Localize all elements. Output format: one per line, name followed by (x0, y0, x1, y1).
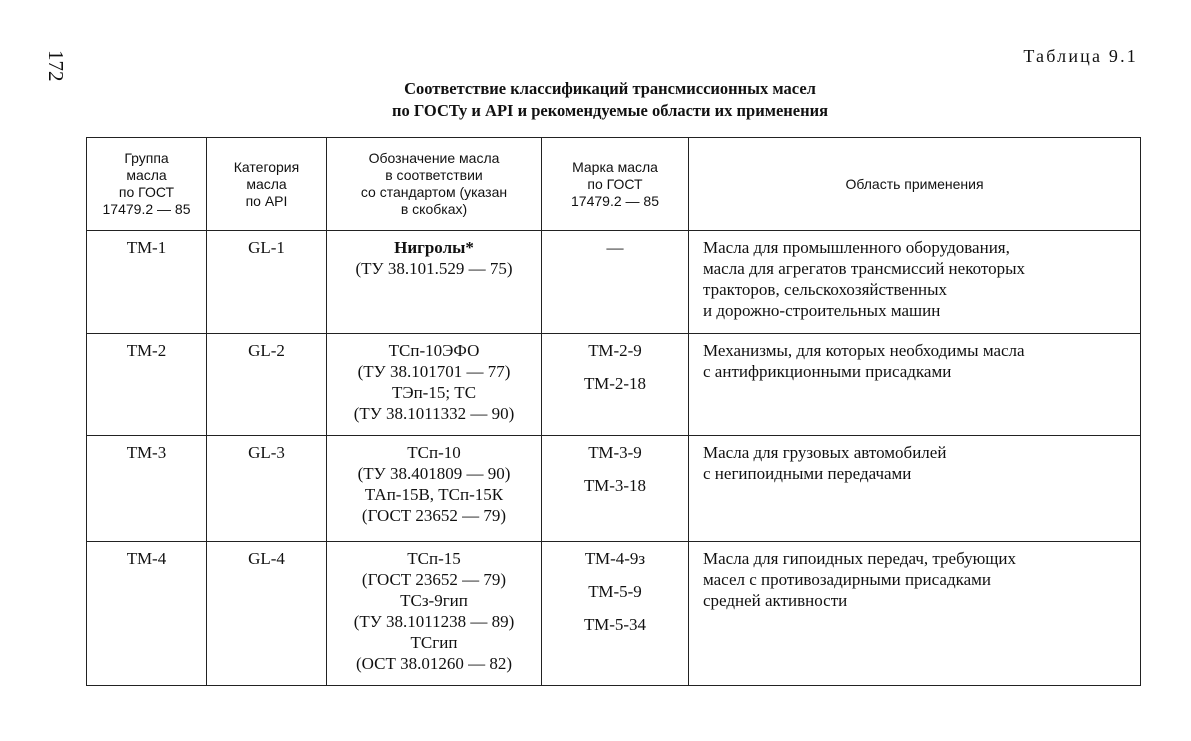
cell-text: с антифрикционными присадками (703, 362, 952, 381)
cell-area (689, 436, 1141, 542)
cell-text: ТСз-9гип (400, 591, 468, 610)
cell-group (87, 436, 207, 542)
cell-text: ТАп-15В, ТСп-15К (364, 485, 504, 504)
cell-text: — (606, 238, 624, 257)
cell-text: ТСп-10ЭФО (388, 341, 480, 360)
cell-text: (ГОСТ 23652 — 79) (361, 506, 507, 525)
cell-text: (ОСТ 38.01260 — 82) (355, 654, 513, 673)
cell-text: Механизмы, для которых необходимы масла (703, 341, 1025, 360)
cell-text: GL-4 (248, 549, 285, 568)
table-row (87, 542, 1141, 686)
header-designation-line: в соответствии (385, 167, 483, 183)
header-category-line: масла (246, 175, 287, 192)
header-category (207, 138, 327, 231)
cell-designation (327, 436, 542, 542)
cell-text: с негипоидными передачами (703, 464, 912, 483)
header-brand (542, 138, 689, 231)
cell-text: (ГОСТ 23652 — 79) (361, 570, 507, 589)
table-row (87, 436, 1141, 542)
cell-text: ТМ-3-9 (588, 443, 642, 462)
cell-area (689, 231, 1141, 334)
header-area-line: Область применения (845, 175, 984, 192)
table-title-line-2: по ГОСТу и API и рекомендуемые области их применения (391, 101, 829, 120)
cell-area (689, 542, 1141, 686)
cell-text: (ТУ 38.101.529 — 75) (355, 259, 513, 278)
cell-text: ТМ-2-9 (588, 341, 642, 360)
cell-category (207, 436, 327, 542)
cell-group (87, 542, 207, 686)
header-brand-line: Марка масла (572, 158, 658, 175)
header-group-line: 17479.2 — 85 (102, 201, 191, 217)
cell-text: масла для агрегатов трансмиссий некоторых (703, 259, 1025, 278)
cell-text: (ТУ 38.101701 — 77) (357, 362, 511, 381)
header-category-line: Категория (233, 158, 300, 175)
header-designation-line: в скобках) (400, 201, 468, 217)
cell-text: ТМ-2 (126, 341, 167, 360)
cell-text: ТСп-15 (407, 549, 461, 568)
spacer (542, 463, 688, 475)
table-row (87, 231, 1141, 334)
cell-text: ТМ-3-18 (583, 476, 647, 495)
cell-text: ТСп-10 (407, 443, 461, 462)
oil-classification-table (86, 137, 1141, 686)
cell-category (207, 334, 327, 436)
cell-text: ТМ-2-18 (583, 374, 647, 393)
table-title-line-1: Соответствие классификаций трансмиссионных масел (404, 79, 816, 98)
header-category-line: по API (245, 192, 288, 209)
cell-category (207, 542, 327, 686)
cell-designation (327, 334, 542, 436)
table-label: Таблица 9.1 (1023, 46, 1138, 66)
cell-text: Масла для гипоидных передач, требующих (703, 549, 1016, 568)
cell-text: ТМ-4 (126, 549, 167, 568)
cell-text: ТСгип (410, 633, 458, 652)
spacer (542, 361, 688, 373)
header-brand-line: по ГОСТ (587, 175, 643, 192)
header-area (689, 138, 1141, 231)
cell-designation (327, 542, 542, 686)
cell-text: Масла для грузовых автомобилей (703, 443, 947, 462)
cell-text: масел с противозадирными присадками (703, 570, 992, 589)
cell-text: и дорожно-строительных машин (703, 301, 941, 320)
cell-text: (ТУ 38.1011238 — 89) (353, 612, 515, 631)
cell-brand (542, 231, 689, 334)
header-group-line: по ГОСТ (118, 184, 175, 200)
table-header-row (87, 138, 1141, 231)
header-designation-line: со стандартом (указан (360, 184, 508, 200)
cell-text: ТМ-5-34 (583, 615, 647, 634)
cell-text: (ТУ 38.1011332 — 90) (353, 404, 515, 423)
cell-group (87, 334, 207, 436)
spacer (542, 569, 688, 581)
cell-category (207, 231, 327, 334)
cell-text: Нигролы* (394, 238, 474, 257)
spacer (542, 602, 688, 614)
cell-text: Масла для промышленного оборудования, (703, 238, 1010, 257)
cell-brand (542, 542, 689, 686)
table-title (200, 78, 1020, 122)
cell-text: ТМ-3 (126, 443, 167, 462)
header-group-line: масла (126, 167, 167, 183)
header-designation-line: Обозначение масла (368, 150, 500, 166)
cell-text: GL-3 (248, 443, 285, 462)
cell-text: GL-1 (248, 238, 285, 257)
page-number: 172 (44, 50, 68, 82)
header-brand-line: 17479.2 — 85 (571, 192, 659, 209)
table-row (87, 334, 1141, 436)
cell-text: ТМ-5-9 (588, 582, 642, 601)
cell-text: ТМ-4-9з (584, 549, 646, 568)
cell-text: GL-2 (248, 341, 285, 360)
cell-brand (542, 436, 689, 542)
cell-text: ТМ-1 (126, 238, 167, 257)
header-group (87, 138, 207, 231)
cell-text: (ТУ 38.401809 — 90) (357, 464, 511, 483)
cell-text: средней активности (703, 591, 848, 610)
cell-area (689, 334, 1141, 436)
header-designation (327, 138, 542, 231)
cell-text: тракторов, сельскохозяйственных (703, 280, 948, 299)
cell-group (87, 231, 207, 334)
header-group-line: Группа (124, 150, 169, 166)
cell-brand (542, 334, 689, 436)
cell-text: ТЭп-15; ТС (391, 383, 477, 402)
cell-designation (327, 231, 542, 334)
